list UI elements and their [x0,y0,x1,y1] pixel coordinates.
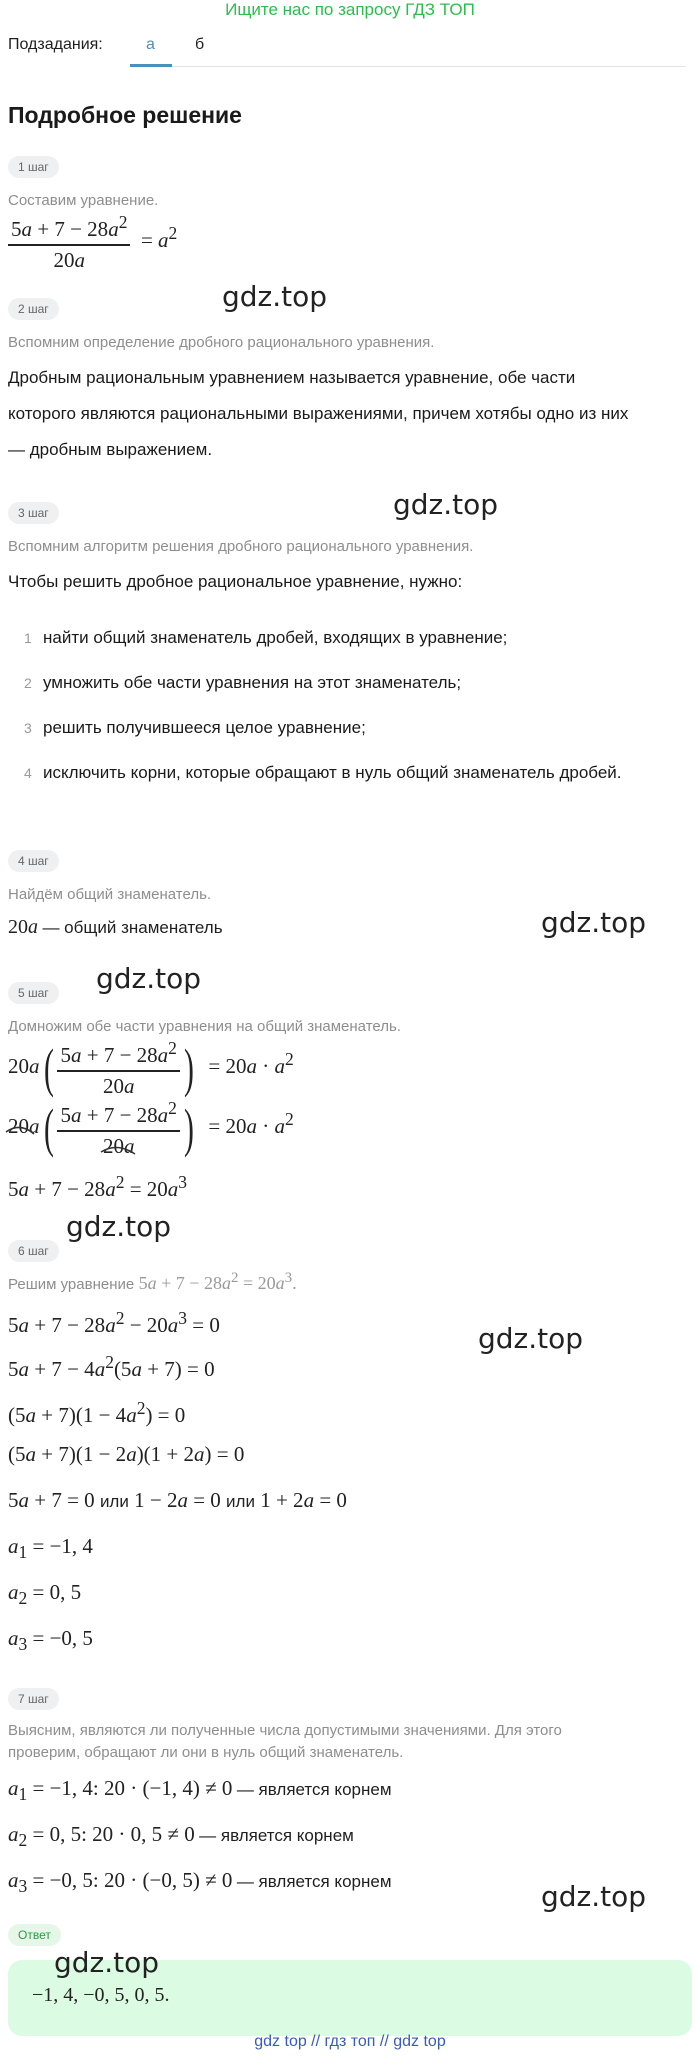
paragraph-text: — общий знаменатель [42,918,223,937]
watermark: gdz.top [222,280,328,313]
or-word: или [226,1492,255,1511]
step-badge: 6 шаг [8,1240,59,1262]
step-description: Домножим обе части уравнения на общий знаменатель. [8,1018,401,1035]
verdict-text: — является корнем [199,1826,354,1845]
tabs-divider [130,66,686,67]
list-item: найти общий знаменатель дробей, входящих в уравнение; [43,628,508,647]
paragraph-line: Чтобы решить дробное рациональное уравнение, нужно: [8,572,463,591]
list-number: 2 [24,675,32,691]
answer-badge: Ответ [8,1924,61,1946]
step-description: Решим уравнение [8,1276,135,1293]
step-description: Составим уравнение. [8,192,159,209]
watermark: gdz.top [478,1322,584,1355]
equation: $(5a + 7)(1 - 4a^2) = 0$ [8,1398,186,1427]
subtasks-label: Подзадания: [8,36,103,53]
equation: 5a + 7 = 0 или 1 − 2a = 0 или 1 + 2a = 0 [8,1488,347,1512]
equation: 20a ( $\frac{5a + 7 - 28a^2}{20a}$ ) = $20a \cdot a^2$ [8,1098,294,1159]
answer-value: −1, 4, −0, 5, 0, 5. [32,1984,170,2006]
step-description: Найдём общий знаменатель. [8,886,212,903]
watermark: gdz.top [54,1946,160,1979]
equation: $5a + 7 - 28a^2 = 20a^3$ [8,1172,188,1201]
verdict-text: — является корнем [236,1872,392,1891]
equation: $a_1 = -1$, 4 [8,1534,93,1563]
list-number: 3 [24,720,32,736]
step-description: проверим, обращают ли они в нуль общий знаменатель. [8,1744,404,1761]
equation: 20a( $\frac{5a + 7 - 28a^2}{20a}$ ) = $20a \cdot a^2$ [8,1038,294,1099]
paragraph-line: Дробным рациональным уравнением называется уравнение, обе части [8,368,576,387]
list-number: 4 [24,765,32,781]
list-item: исключить корни, которые обращают в нуль общий знаменатель дробей. [43,763,622,782]
list-number: 1 [24,630,32,646]
step-description: Выясним, являются ли полученные числа допустимыми значениями. Для этого [8,1722,562,1739]
equation: $a_3 = -0$, 5 [8,1626,93,1655]
watermark: gdz.top [393,488,499,521]
paragraph-line: которого являются рациональными выражениями, причем хотябы одно из них [8,404,629,423]
equation: $a_2 = 0$, 5 [8,1580,82,1609]
step-badge: 4 шаг [8,850,59,872]
promo-banner[interactable]: Ищите нас по запросу ГДЗ ТОП [225,0,475,19]
equation: $5a + 7 - 4a^2(5a + 7) = 0$ [8,1352,215,1381]
equation: $\frac{5a + 7 - 28a^2}{20a}$ = $a^2$ [8,212,177,273]
root-check-line: $a_2 = 0$, 5: 20 · 0, 5 ≠ 0 — является корнем [8,1822,354,1851]
verdict-text: — является корнем [236,1780,392,1799]
common-denominator-line: 20a — общий знаменатель [8,916,223,938]
root-check-line: $a_3 = -0$, 5: 20 · (−0, 5) ≠ 0 — является корнем [8,1868,392,1897]
root-check-line: $a_1 = -1$, 4: 20 · (−1, 4) ≠ 0 — является корнем [8,1776,392,1805]
watermark: gdz.top [541,1880,647,1913]
paragraph-line: — дробным выражением. [8,440,213,459]
or-word: или [99,1492,129,1511]
step-badge: 5 шаг [8,982,59,1004]
tab-active-indicator [130,64,172,67]
equation: $5a + 7 - 28a^2 - 20a^3 = 0$ [8,1308,220,1337]
watermark: gdz.top [66,1210,172,1243]
footer-links[interactable]: gdz top // гдз топ // gdz top [254,2033,446,2050]
list-item: умножить обе части уравнения на этот знаменатель; [43,673,462,692]
tab-b[interactable]: б [195,36,205,53]
tab-a[interactable]: а [146,36,155,53]
step-badge: 1 шаг [8,156,59,178]
step-description: Вспомним алгоритм решения дробного рационального уравнения. [8,538,474,555]
watermark: gdz.top [96,962,202,995]
step-badge: 3 шаг [8,502,59,524]
step-description-line: Решим уравнение $5a + 7 - 28a^2 = 20a^3$. [8,1270,297,1293]
step-badge: 2 шаг [8,298,59,320]
list-item: решить получившееся целое уравнение; [43,718,366,737]
page-title: Подробное решение [8,102,242,128]
step-description: Вспомним определение дробного рационального уравнения. [8,334,435,351]
equation: (5a + 7)(1 − 2a)(1 + 2a) = 0 [8,1442,245,1466]
step-badge: 7 шаг [8,1688,59,1710]
watermark: gdz.top [541,906,647,939]
